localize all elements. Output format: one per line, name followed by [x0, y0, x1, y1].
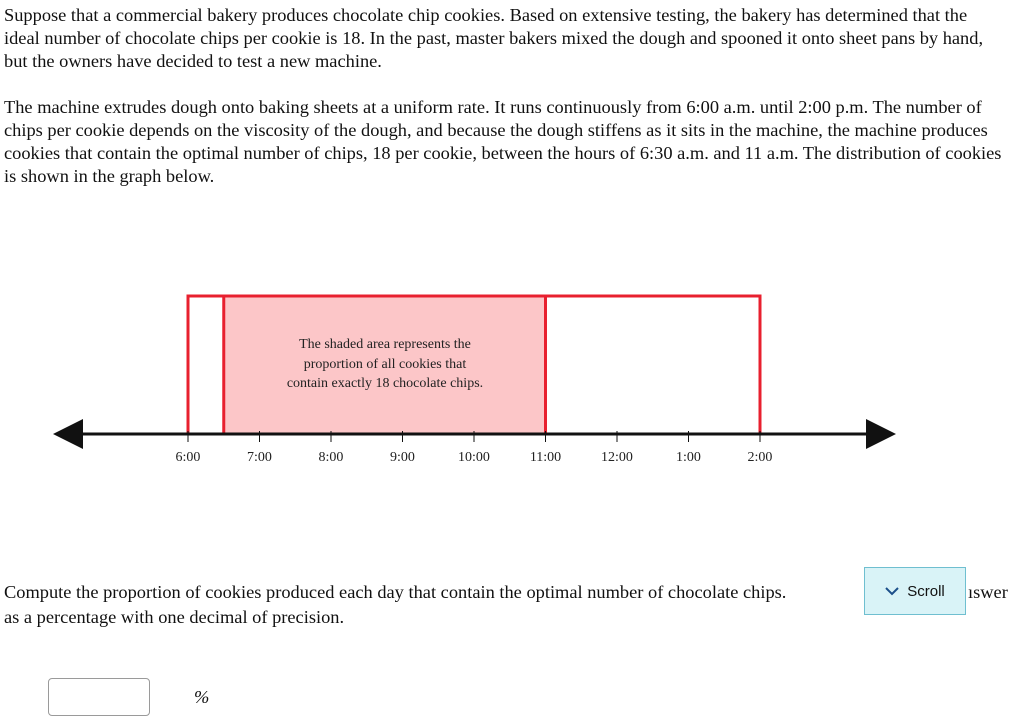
question-line-2: as a percentage with one decimal of precision.: [4, 607, 345, 627]
percent-unit-label: %: [194, 687, 210, 707]
tick-label: 2:00: [747, 450, 773, 465]
tick-label: 6:00: [175, 450, 201, 465]
annotation-line-1: The shaded area represents the: [299, 337, 471, 352]
tick-label: 10:00: [458, 450, 490, 465]
answer-input[interactable]: [48, 678, 150, 716]
scroll-button-label: Scroll: [907, 582, 945, 600]
distribution-chart: [0, 280, 1024, 480]
tick-label: 9:00: [390, 450, 415, 465]
tick-label: 8:00: [318, 450, 344, 465]
scroll-button[interactable]: [864, 567, 966, 615]
tick-label: 12:00: [601, 450, 633, 465]
intro-paragraph-1: Suppose that a commercial bakery produces chocolate chip cookies. Based on extensive testing, the bakery has determined that the ideal number of chocolate chips per cookie is 18. In the past, master bakers mixed the dough and spooned it onto sheet pans by hand, but the owners have decided to test a new machine.: [4, 5, 984, 71]
annotation-line-2: proportion of all cookies that: [303, 357, 467, 372]
tick-label: 7:00: [247, 450, 272, 465]
answer-text-fragment: ıswer: [968, 582, 1008, 602]
intro-paragraph-2: The machine extrudes dough onto baking sheets at a uniform rate. It runs continuously from 6:00 a.m. until 2:00 p.m. The number of chips per cookie depends on the viscosity of the dough, and because the dough stiffens as it sits in the machine, the machine produces cookies that contain the optimal number of chips, 18 per cookie, between the hours of 6:30 a.m. and 11 a.m. The distribution of cookies is shown in the graph below.: [4, 97, 1002, 186]
chevron-down-icon: [885, 586, 899, 596]
question-line-1: Compute the proportion of cookies produced each day that contain the optimal number of chocolate chips.: [4, 582, 787, 602]
tick-label: 11:00: [529, 450, 562, 465]
annotation-line-3: contain exactly 18 chocolate chips.: [286, 376, 484, 391]
tick-label: 1:00: [676, 450, 701, 465]
